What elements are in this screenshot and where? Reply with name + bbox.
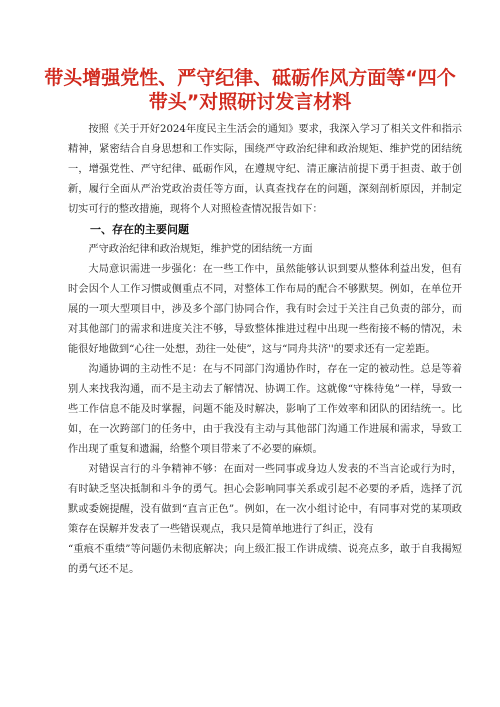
paragraph-big-picture: 大局意识需进一步强化：在一些工作中，虽然能够认识到要从整体利益出发，但有时会因个人工作习惯或侧重点不同，对整体工作布局的配合不够默契。例如，在单位开展的一项大型项目中，涉及多个部门协同合作，我有时会过于关注自己负责的部分，而对其他部门的需求和进度关注不够，导致整体推进过程中出现一些衔接不畅的情况，未能很好地做到“心往一处想，劲往一处使”，这与“同舟共济''的要求还有一定差距。	[68, 264, 462, 355]
paragraph-communication: 沟通协调的主动性不足：在与不同部门沟通协作时，存在一定的被动性。总是等着别人来找我沟通，而不是主动去了解情况、协调工作。这就像“守株待兔”一样，导致一些工作信息不能及时掌握，问题不能及时解决，影响了工作效率和团队的团结统一。比如，在一次跨部门的任务中，由于我没有主动与其他部门沟通工作进展和需求，导致工作出现了重复和遗漏，给整个项目带来了不必要的麻烦。	[68, 364, 462, 455]
paragraph-struggle-spirit: 对错误言行的斗争精神不够：在面对一些同事或身边人发表的不当言论或行为时，有时缺乏坚决抵制和斗争的勇气。担心会影响同事关系或引起不必要的矛盾，选择了沉默或委婉提醒，没有做到“直言正色”。例如，在一次小组讨论中，有同事对党的某项政策存在误解并发表了一些错误观点，我只是简单地进行了纠正，没有	[68, 464, 462, 535]
title-line-1: 带头增强党性、严守纪律、砥砺作风方面等“四个	[44, 67, 456, 89]
section-heading: 一、存在的主要问题	[90, 223, 189, 236]
intro-paragraph: 按照《关于开好2024年度民主生活会的通知》要求，我深入学习了相关文件和指示精神，紧密结合自身思想和工作实际，围绕严守政治纪律和政治规矩、维护党的团结统一，增强党性、严守纪律、砥砺作风，在遵规守纪、清正廉洁前提下勇于担责、敢于创新，履行全面从严治党政治责任等方面，认真查找存在的问题，深刻剖析原因，并制定切实可行的整改措施，现将个人对照检查情况报告如下：	[68, 124, 462, 215]
title-line-2: 带头”对照研讨发言材料	[148, 91, 352, 113]
document-body	[68, 120, 462, 580]
document-title	[40, 66, 460, 114]
paragraph-continuation: “重痕不重绩”等问题仍未彻底解决；向上级汇报工作讲成绩、说亮点多，敢于自我揭短的勇气还不足。	[68, 544, 462, 575]
subsection-heading: 严守政治纪律和政治规矩，维护党的团结统一方面	[88, 244, 313, 255]
